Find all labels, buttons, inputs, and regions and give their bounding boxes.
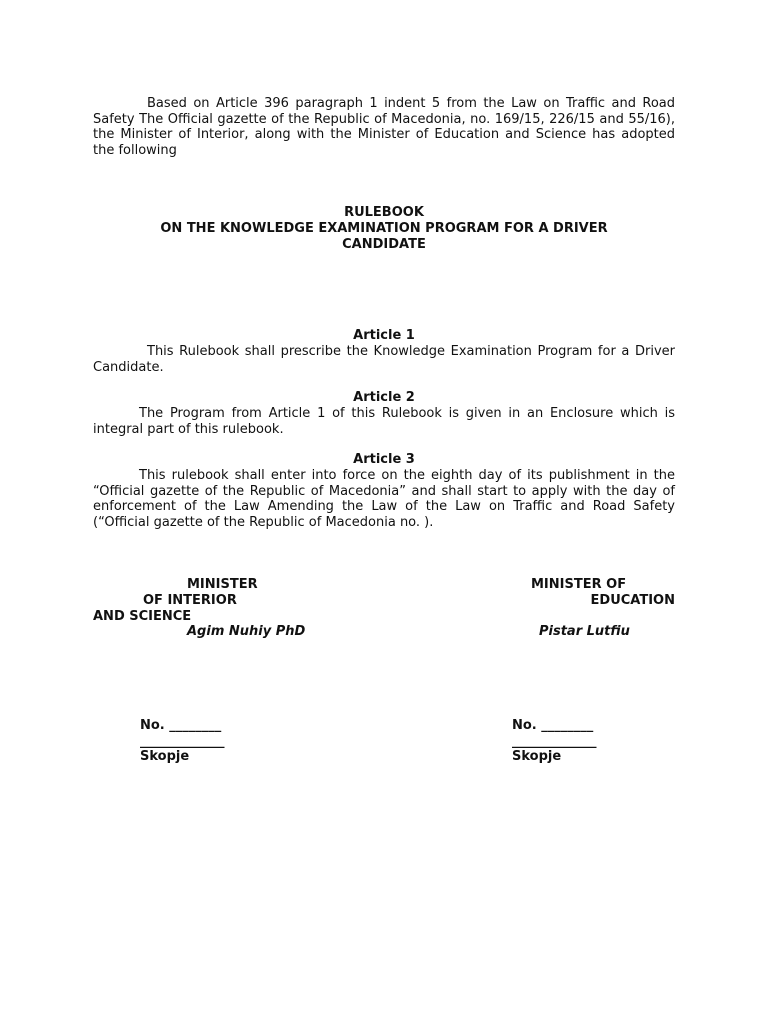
left-number-field: No. ________ bbox=[140, 718, 222, 733]
right-signature-title-2: EDUCATION bbox=[590, 593, 675, 608]
article-2-heading: Article 2 bbox=[353, 390, 415, 405]
right-number-field: No. ________ bbox=[512, 718, 594, 733]
right-blank-line: _____________ bbox=[512, 734, 597, 749]
left-signatory-name: Agim Nuhiy PhD bbox=[187, 624, 306, 639]
right-city: Skopje bbox=[512, 749, 562, 764]
left-city: Skopje bbox=[140, 749, 190, 764]
title-line-2: ON THE KNOWLEDGE EXAMINATION PROGRAM FOR A DRIVER bbox=[160, 221, 608, 236]
title-line-3: CANDIDATE bbox=[342, 237, 426, 252]
article-1-heading: Article 1 bbox=[353, 328, 415, 343]
preamble-paragraph: Based on Article 396 paragraph 1 indent 5 from the Law on Traffic and Road Safety The Official gazette of the Republic of Macedonia, no. 169/15, 226/15 and 55/16), the Minister of Interior, along with the Minister of Education and Science has adopted the following bbox=[93, 96, 675, 158]
left-blank-line: _____________ bbox=[140, 734, 225, 749]
left-signature-title-1: MINISTER bbox=[187, 577, 258, 592]
article-3-text: This rulebook shall enter into force on the eighth day of its publishment in the “Official gazette of the Republic of Macedonia” and shall start to apply with the day of enforcement of the Law Amending the Law of the Law on Traffic and Road Safety (“Official gazette of the Republic of Macedonia no. ). bbox=[93, 468, 675, 530]
article-3-heading: Article 3 bbox=[353, 452, 415, 467]
title-line-1: RULEBOOK bbox=[344, 205, 424, 220]
right-signatory-name: Pistar Lutfiu bbox=[539, 624, 630, 639]
right-signature-title-1: MINISTER OF bbox=[531, 577, 627, 592]
left-signature-title-2: OF INTERIOR bbox=[143, 593, 237, 608]
left-signature-title-3: AND SCIENCE bbox=[93, 609, 192, 624]
article-1-text: This Rulebook shall prescribe the Knowledge Examination Program for a Driver Candidate. bbox=[93, 344, 675, 375]
article-2-text: The Program from Article 1 of this Rulebook is given in an Enclosure which is integral part of this rulebook. bbox=[93, 406, 675, 437]
